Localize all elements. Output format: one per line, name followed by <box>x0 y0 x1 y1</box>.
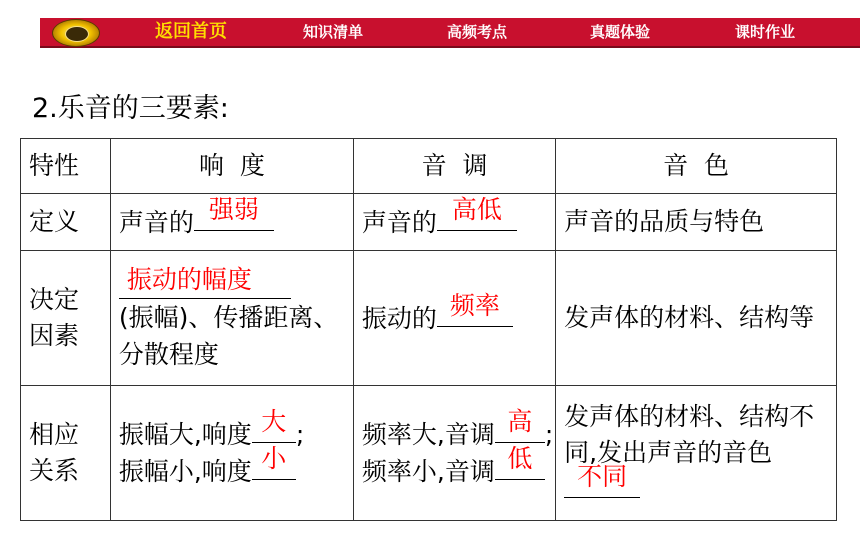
table-cell <box>556 386 837 521</box>
table-cell <box>110 251 353 386</box>
header-cell: 响 度 <box>110 139 353 194</box>
table-cell <box>353 251 555 386</box>
answer-blank <box>437 194 517 231</box>
table-row <box>21 194 837 251</box>
answer-blank <box>437 290 513 327</box>
table-row <box>21 251 837 386</box>
section-heading: 2.乐音的三要素: <box>32 93 229 124</box>
cell-text: 振幅小,响度 <box>118 457 252 486</box>
nav-home-button[interactable]: 返回首页 <box>155 21 227 42</box>
answer-text: 大 <box>261 407 287 436</box>
cell-text: (振幅)、传播距离、分散程度 <box>118 302 339 369</box>
cell-text: 振幅大,响度 <box>118 420 252 449</box>
table-cell: 发声体的材料、结构等 <box>556 251 837 386</box>
header-cell: 音 色 <box>556 139 837 194</box>
nav-knowledge-list[interactable]: 知识清单 <box>303 23 364 41</box>
answer-blank <box>564 461 640 498</box>
cell-text: 声音的 <box>361 207 437 237</box>
header-cell: 音 调 <box>353 139 555 194</box>
table-cell <box>110 194 353 251</box>
top-navigation <box>0 0 860 48</box>
answer-blank <box>495 444 545 480</box>
row-label: 定义 <box>21 194 111 251</box>
answer-text: 振动的幅度 <box>126 264 252 294</box>
nav-real-exam[interactable]: 真题体验 <box>590 23 651 41</box>
sound-elements-table <box>20 138 837 521</box>
answer-text: 小 <box>261 444 287 473</box>
cell-text: 频率大,音调 <box>361 420 495 449</box>
nav-homework[interactable]: 课时作业 <box>735 23 796 41</box>
table-row <box>21 386 837 521</box>
answer-blank <box>194 194 274 231</box>
answer-text: 强弱 <box>208 194 259 224</box>
answer-blank <box>252 444 296 480</box>
answer-text: 低 <box>507 444 533 473</box>
cell-text: 振动的 <box>361 303 437 333</box>
nav-frequent-points[interactable]: 高频考点 <box>447 23 508 41</box>
answer-text: 不同 <box>577 461 628 491</box>
table-header-row <box>21 139 837 194</box>
answer-blank <box>252 407 296 443</box>
cell-text: 声音的 <box>118 207 194 237</box>
answer-blank <box>495 407 545 443</box>
cell-text: 发声体的材料、结构不同,发出声音的音色 <box>564 401 815 467</box>
logo-icon[interactable] <box>52 19 100 47</box>
table-cell <box>353 194 555 251</box>
answer-blank <box>119 264 291 299</box>
table-cell <box>353 386 555 521</box>
row-label: 决定因素 <box>21 251 111 386</box>
header-cell: 特性 <box>21 139 111 194</box>
row-label: 相应关系 <box>21 386 111 521</box>
answer-text: 高 <box>507 407 533 436</box>
answer-text: 高低 <box>451 194 502 224</box>
cell-text: ;频率小,音调 <box>361 420 554 486</box>
table-cell: 振幅大,响度 大 ; 振幅小,响度 小 <box>110 386 353 521</box>
answer-text: 频率 <box>449 290 500 320</box>
table-cell: 声音的品质与特色 <box>556 194 837 251</box>
